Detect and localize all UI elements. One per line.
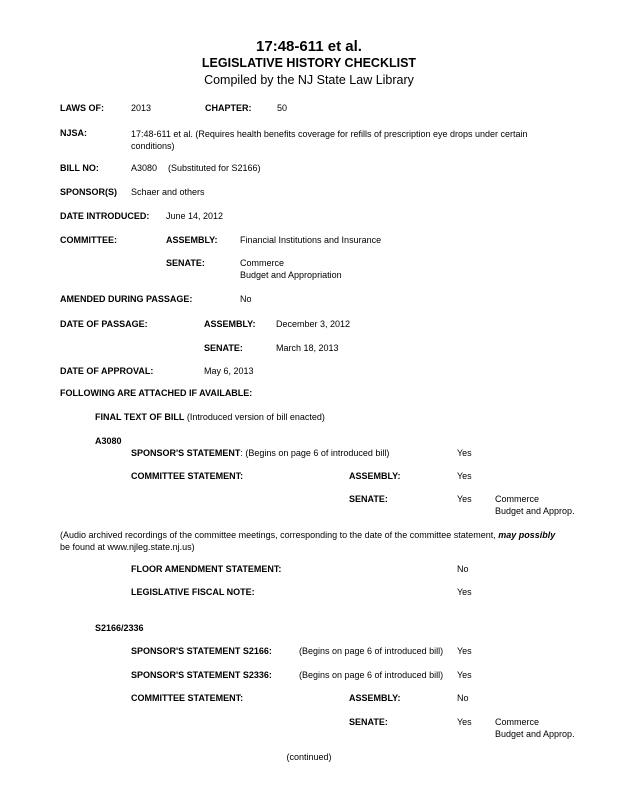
page-subtitle: LEGISLATIVE HISTORY CHECKLIST bbox=[201, 56, 417, 70]
date-introduced-value: June 14, 2012 bbox=[166, 211, 224, 221]
committee-assembly-label: ASSEMBLY: bbox=[166, 235, 218, 245]
amended-label: AMENDED DURING PASSAGE: bbox=[60, 294, 193, 304]
committee-senate-value-2: Budget and Appropriation bbox=[240, 270, 342, 280]
sponsors-label: SPONSOR(S) bbox=[60, 187, 118, 197]
s2166-label: S2166/2336 bbox=[95, 623, 144, 633]
audio-note-part1: (Audio archived recordings of the committee meetings, corresponding to the date of the committee statement, bbox=[60, 530, 499, 540]
njsa-value: 17:48-611 et al. (Requires health benefits coverage for refills of prescription eye drops under certain conditions) bbox=[131, 129, 528, 151]
compiled-by: Compiled by the NJ State Law Library bbox=[204, 73, 414, 87]
s2336-sponsor2-label: SPONSOR'S STATEMENT S2336: bbox=[131, 670, 272, 680]
audio-note-emphasis: may possibly bbox=[498, 530, 556, 540]
fiscal-note-label: LEGISLATIVE FISCAL NOTE: bbox=[131, 587, 255, 597]
final-text-note: (Introduced version of bill enacted) bbox=[186, 412, 325, 422]
a3080-sponsor-note: : (Begins on page 6 of introduced bill) bbox=[240, 448, 390, 458]
a3080-assembly-label: ASSEMBLY: bbox=[349, 471, 401, 481]
s2166-sponsor1-label: SPONSOR'S STATEMENT S2166: bbox=[131, 646, 272, 656]
amended-value: No bbox=[240, 294, 252, 304]
sponsors-value: Schaer and others bbox=[131, 187, 205, 197]
s2166-committee-label: COMMITTEE STATEMENT: bbox=[131, 693, 244, 703]
s2166-sponsor1-note: (Begins on page 6 of introduced bill) bbox=[299, 646, 444, 656]
laws-of-value: 2013 bbox=[131, 103, 152, 113]
a3080-senate-committee-1: Commerce bbox=[495, 494, 540, 504]
floor-amendment-value: No bbox=[457, 564, 469, 574]
s2166-senate-committee-2: Budget and Approp. bbox=[495, 729, 575, 739]
date-of-approval-label: DATE OF APPROVAL: bbox=[60, 366, 154, 376]
date-introduced-label: DATE INTRODUCED: bbox=[60, 211, 150, 221]
date-of-approval-value: May 6, 2013 bbox=[204, 366, 254, 376]
audio-note-part2: be found at www.njleg.state.nj.us) bbox=[60, 542, 195, 552]
passage-assembly-value: December 3, 2012 bbox=[276, 319, 351, 329]
a3080-senate-committee-2: Budget and Approp. bbox=[495, 506, 575, 516]
s2166-sponsor1-value: Yes bbox=[457, 646, 472, 656]
s2166-assembly-label: ASSEMBLY: bbox=[349, 693, 401, 703]
a3080-assembly-value: Yes bbox=[457, 471, 472, 481]
a3080-sponsor-statement bbox=[131, 448, 389, 458]
a3080-label: A3080 bbox=[95, 436, 122, 446]
bill-no-note: (Substituted for S2166) bbox=[168, 163, 261, 173]
chapter-value: 50 bbox=[277, 103, 288, 113]
s2166-senate-value: Yes bbox=[457, 717, 472, 727]
bill-no-label: BILL NO: bbox=[60, 163, 99, 173]
floor-amendment-label: FLOOR AMENDMENT STATEMENT: bbox=[131, 564, 282, 574]
a3080-sponsor-value: Yes bbox=[457, 448, 472, 458]
page-title: 17:48-611 et al. bbox=[256, 38, 362, 55]
final-text bbox=[95, 412, 325, 422]
s2166-senate-label: SENATE: bbox=[349, 717, 388, 727]
s2166-senate-committee-1: Commerce bbox=[495, 717, 540, 727]
a3080-sponsor-label: SPONSOR'S STATEMENT bbox=[131, 448, 241, 458]
chapter-label: CHAPTER: bbox=[205, 103, 252, 113]
laws-of-label: LAWS OF: bbox=[60, 103, 104, 113]
audio-note bbox=[60, 529, 605, 553]
committee-label: COMMITTEE: bbox=[60, 235, 117, 245]
attached-heading: FOLLOWING ARE ATTACHED IF AVAILABLE: bbox=[60, 388, 253, 398]
passage-assembly-label: ASSEMBLY: bbox=[204, 319, 256, 329]
a3080-senate-value: Yes bbox=[457, 494, 472, 504]
continued-note: (continued) bbox=[286, 752, 332, 762]
committee-senate-label: SENATE: bbox=[166, 258, 205, 268]
passage-senate-value: March 18, 2013 bbox=[276, 343, 339, 353]
committee-senate-value-1: Commerce bbox=[240, 258, 285, 268]
s2336-sponsor2-value: Yes bbox=[457, 670, 472, 680]
date-of-passage-label: DATE OF PASSAGE: bbox=[60, 319, 148, 329]
njsa-label: NJSA: bbox=[60, 128, 88, 138]
a3080-senate-label: SENATE: bbox=[349, 494, 388, 504]
passage-senate-label: SENATE: bbox=[204, 343, 243, 353]
committee-assembly-value: Financial Institutions and Insurance bbox=[240, 235, 382, 245]
s2166-assembly-value: No bbox=[457, 693, 469, 703]
bill-no-value: A3080 bbox=[131, 163, 158, 173]
fiscal-note-value: Yes bbox=[457, 587, 472, 597]
a3080-committee-label: COMMITTEE STATEMENT: bbox=[131, 471, 244, 481]
s2336-sponsor2-note: (Begins on page 6 of introduced bill) bbox=[299, 670, 444, 680]
final-text-label: FINAL TEXT OF BILL bbox=[95, 412, 185, 422]
